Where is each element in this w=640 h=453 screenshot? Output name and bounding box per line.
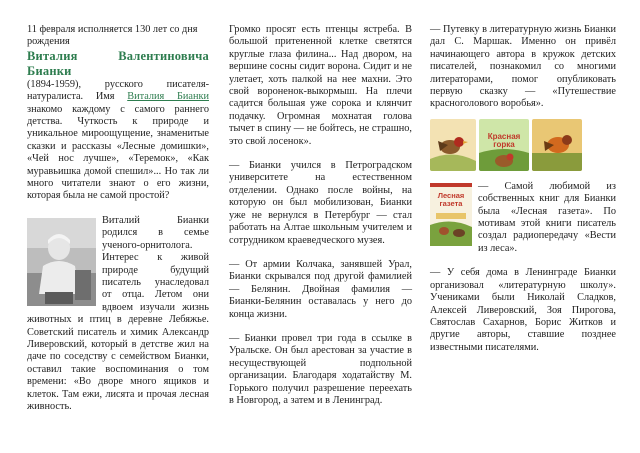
bird-illustration-image bbox=[532, 119, 582, 171]
memoir-paragraph: Громко просят есть птенцы ястреба. В большой притененной клетке светятся круглые глаза филина... Над двором, на вершине сосны сидит ворона. Сидит и не улетает, хоть палкой на нее махни. Это свой вороненок-выкормыш. На плечи садится большая уже сорока и клянчит подачку. Огромная мохнатая голова тычет в спину — не бойтесь, не страшно, это свой лосенок». bbox=[229, 24, 412, 147]
lesnaya-gazeta-title: Лесная газета bbox=[437, 190, 465, 208]
writer-name-heading: Виталия Валентиновича Бианки bbox=[27, 48, 209, 78]
lesnaya-gazeta-book-cover bbox=[430, 183, 472, 246]
writer-name-link[interactable]: Виталия Бианки bbox=[127, 91, 209, 103]
kolchak-paragraph: — От армии Колчака, занявшей Урал, Бианки скрывался под другой фамилией — Белянин. Двойная фамилия — Бианки-Белянин оставалась у него до конца жизни. bbox=[229, 258, 412, 320]
childhood-section bbox=[27, 215, 209, 414]
sparrow-illustration-image bbox=[430, 119, 476, 171]
intro-rest-text: знакомо каждому с самого раннего детства. Чуткость к природе и уникальное мироощущение, знаменитые сказки и рассказы «Лесные домишки», «Чей нос лучше», «Теремок», «Как муравьишка домой спешил»... Но так ли много читатели знают о его жизни, которая была не самой простой? bbox=[27, 103, 209, 202]
favorite-book-paragraph: — Самой любимой из собственных книг для Бианки была «Лесная газета». По мотивам этой книги писатель создал радиопередачу «Вести из леса». bbox=[478, 180, 616, 254]
university-paragraph: — Бианки учился в Петроградском университете на естественном отделении. Однако после войны, на которую он был мобилизован, Бианки уже не вернулся в Петербург — стал работать на Алтае школьным учителем и сотрудником краеведческого музея. bbox=[229, 160, 412, 246]
literary-school-paragraph: — У себя дома в Ленинграде Бианки организовал «литературную школу». Учениками были Николай Сладков, Алексей Ливеровский, Зоя Пирогова, Святослав Сахарнов, Борис Житков и другие авторы, ставшие позднее известными писателями. bbox=[430, 267, 616, 353]
bird-book-cover bbox=[532, 119, 582, 171]
intro-paragraph bbox=[27, 79, 209, 203]
krasnaya-gorka-title: Красная горка bbox=[487, 131, 521, 149]
column-1 bbox=[27, 24, 209, 413]
sparrow-book-cover bbox=[430, 119, 476, 171]
column-3 bbox=[430, 24, 616, 354]
bio-text: (1894-1959), русского писателя-натуралиста. Имя bbox=[27, 78, 209, 103]
favorite-book-section bbox=[430, 181, 616, 255]
exile-paragraph: — Бианки провел три года в ссылке в Уральске. Он был арестован за участие в несуществующей подпольной организации. Благодаря ходатайству М. Горького получил разрешение переехать в Новгород, а затем и в Ленинград. bbox=[229, 332, 412, 406]
krasnaya-gorka-book-cover bbox=[479, 119, 529, 171]
intro-line: 11 февраля исполняется 130 лет со дня рождения bbox=[27, 24, 198, 48]
book-covers-row bbox=[430, 119, 616, 171]
marshak-paragraph: — Путевку в литературную жизнь Бианки дал С. Маршак. Именно он привёл начинающего автора в кружок детских писателей, познакомил со многими литераторами, помог опубликовать первую сказку — «Путешествие красноголового воробья». bbox=[430, 24, 616, 110]
boy-portrait-image bbox=[27, 218, 96, 306]
childhood-photo bbox=[27, 218, 96, 306]
childhood-paragraph: Виталий Бианки родился в семье ученого-орнитолога. Интерес к живой природе будущий писатель унаследовал от отца. Летом они вдвоем изучали жизнь животных и птиц в деревне Лебяжье. Советский писатель и химик Александр Ливеровский, который в детстве жил на даче по соседству с семейством Бианки, оставил такие воспоминания о том времени: «Во дворе много ящиков и клеток. Там ежи, лисята и прочая лесная живность. bbox=[27, 214, 209, 412]
column-2 bbox=[229, 24, 412, 407]
